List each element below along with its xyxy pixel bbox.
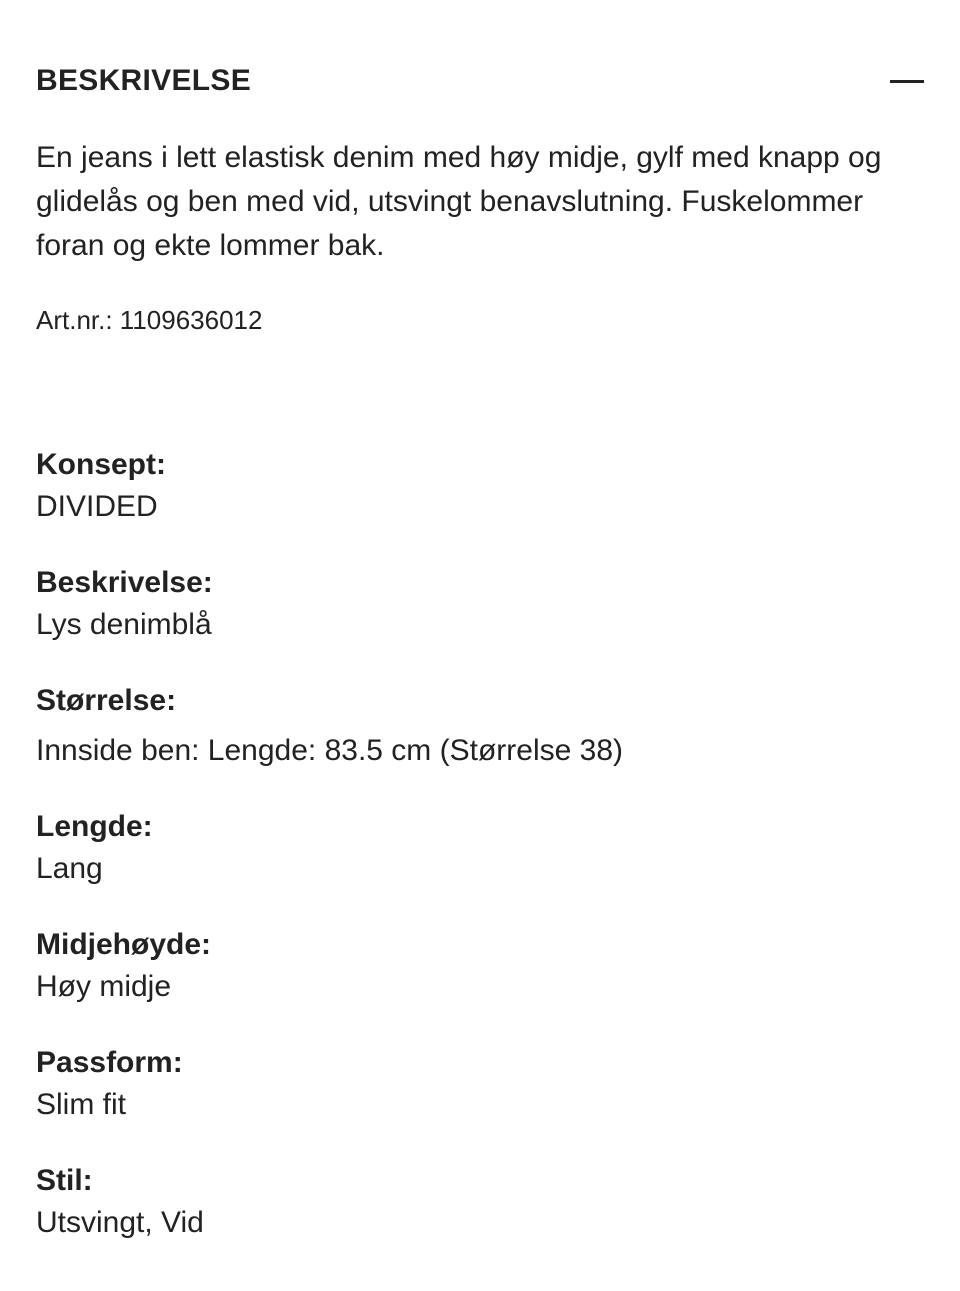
attribute-label: Konsept: [36, 448, 166, 481]
attribute-label: Stil: [36, 1164, 93, 1197]
section-title: BESKRIVELSE [36, 64, 252, 97]
attribute-value: Utsvingt, Vid [36, 1206, 204, 1239]
attribute-concept [36, 444, 926, 528]
minus-icon-bar [890, 80, 924, 83]
attribute-label: Passform: [36, 1046, 183, 1079]
attribute-length [36, 806, 926, 890]
attribute-fit [36, 1042, 926, 1126]
product-description: En jeans i lett elastisk denim med høy midje, gylf med knapp og glidelås og ben med vid, utsvingt benavslutning. Fuskelommer foran og ekte lommer bak. [36, 141, 882, 262]
description-accordion-header[interactable] [36, 56, 924, 106]
product-attributes [36, 444, 926, 1278]
attribute-waist-height [36, 924, 926, 1008]
attribute-color-description [36, 562, 926, 646]
article-number: Art.nr.: 1109636012 [36, 305, 263, 335]
attribute-value: DIVIDED [36, 490, 158, 523]
attribute-value: Høy midje [36, 970, 172, 1003]
attribute-value: Innside ben: Lengde: 83.5 cm (Størrelse 38) [36, 734, 623, 767]
attribute-style [36, 1160, 926, 1244]
attribute-label: Beskrivelse: [36, 566, 213, 599]
attribute-value: Slim fit [36, 1088, 126, 1121]
attribute-size [36, 680, 926, 772]
attribute-label: Lengde: [36, 810, 153, 843]
attribute-value: Lys denimblå [36, 608, 212, 641]
attribute-value: Lang [36, 852, 103, 885]
attribute-label: Størrelse: [36, 684, 177, 717]
minus-icon[interactable] [888, 63, 924, 99]
attribute-label: Midjehøyde: [36, 928, 212, 961]
